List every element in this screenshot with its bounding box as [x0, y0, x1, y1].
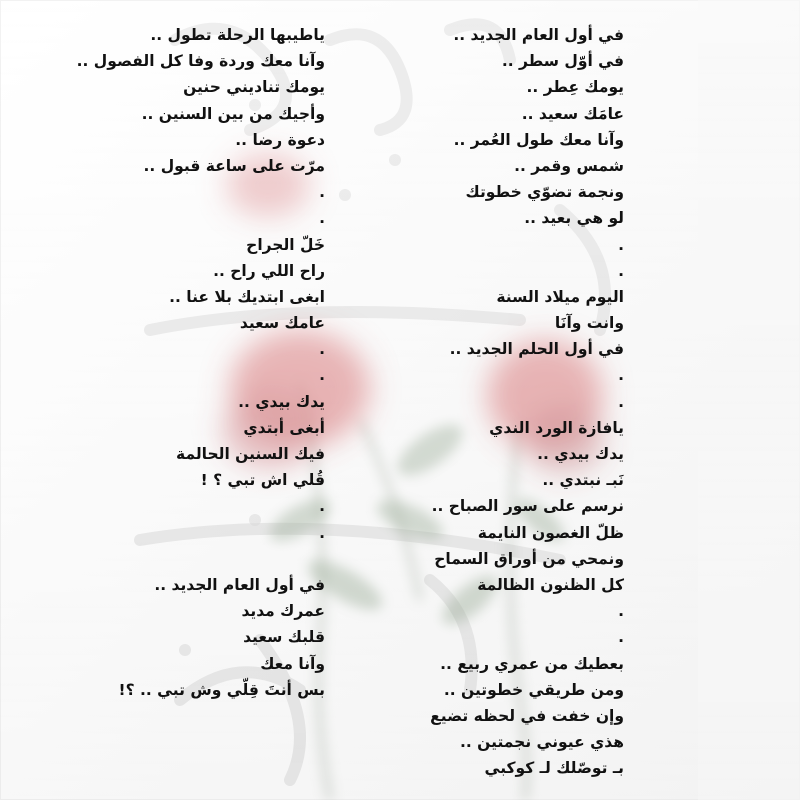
poem-line: بعطيك من عمري ربيع ..	[440, 654, 624, 673]
poem-column-left	[77, 22, 325, 703]
poem-line: راح اللي راح ..	[213, 261, 325, 280]
poem-line: يافازة الورد الندي	[489, 418, 624, 437]
poem-line: ظلّ الغصون النايمة	[477, 523, 624, 542]
poem-line: يدك بيدي ..	[238, 392, 325, 411]
poem-line: وأجيك من بين السنين ..	[141, 104, 325, 123]
poem-line: .	[618, 628, 624, 647]
poem-line: نَبـ نبتدي ..	[542, 471, 624, 490]
poem-line: .	[319, 523, 325, 542]
poem-line: عمرك مديد	[241, 602, 325, 621]
poem-line: يومك تناديني حنين	[183, 78, 325, 97]
poem-line: يدك بيدي ..	[537, 445, 624, 463]
poem-line: مرّت على ساعة قبول ..	[143, 156, 325, 175]
poem-line: وآنا معك	[260, 654, 325, 673]
poem-line: لو هي بعيد ..	[524, 209, 624, 228]
poem-line: قُلي اش تبي ؟ !	[200, 471, 325, 490]
poem-line: .	[319, 497, 325, 516]
poem-line: وانت وآنَا	[554, 314, 624, 333]
poem-line: وآنا معك طول العُمر ..	[453, 130, 624, 149]
poem-line: بـ توصّلك لـ كوكبي	[484, 759, 624, 778]
poem-line: عامَك سعيد ..	[521, 104, 624, 123]
poem-line: فيك السنين الحالمة	[176, 445, 325, 463]
poem-line: .	[319, 209, 325, 228]
poem-line: أبغى أبتدي	[243, 418, 325, 437]
poem-line: بس أنتَ قِلّي وش تبي .. ؟!	[118, 680, 325, 699]
poem-line: ونمحي من أوراق السماح	[434, 549, 624, 568]
poem-line: في أول العام الجديد ..	[453, 26, 624, 44]
poem-line: ونجمة تضوّي خطوتك	[465, 183, 624, 202]
poem-line: شمس وقمر ..	[514, 156, 624, 175]
poem-line: ياطيبها الرحلة تطول ..	[150, 26, 325, 44]
poem-line: .	[618, 366, 624, 385]
poem-line: يومك عِطر ..	[526, 78, 624, 97]
poem-line: نرسم على سور الصباح ..	[431, 497, 624, 516]
poem-line: في أوّل سطر ..	[501, 52, 624, 71]
poem-line: .	[618, 235, 624, 254]
poem-line: وآنا معك وردة وفا كل الفصول ..	[76, 52, 325, 71]
poem-line: .	[618, 261, 624, 280]
poem-line: هذي عيوني نجمتين ..	[460, 733, 624, 752]
poem-line: قلبك سعيد	[243, 628, 325, 647]
poem-line: دعوة رضا ..	[235, 130, 325, 149]
poem-line: .	[618, 392, 624, 411]
poem-line: في أول العام الجديد ..	[154, 575, 325, 594]
poem-line	[77, 546, 325, 572]
poem-line: .	[319, 340, 325, 359]
poem-line: خَلّ الجراح	[246, 235, 325, 254]
poem-line: وإن خفت في لحظه تضيع	[430, 706, 624, 725]
poem-line: .	[319, 366, 325, 385]
poem-line: كل الظنون الظالمة	[477, 575, 624, 594]
poem-line: اليوم ميلاد السنة	[496, 287, 624, 306]
poem-line: .	[319, 183, 325, 202]
poem-line: ابغى ابتديك بلا عنا ..	[169, 287, 325, 306]
poem-line: في أول الحلم الجديد ..	[449, 340, 624, 359]
poem-line: عامك سعيد	[239, 314, 325, 333]
poem-column-right	[376, 22, 624, 781]
poem-line: ومن طريقي خطوتين ..	[443, 680, 624, 699]
poem-line: .	[618, 602, 624, 621]
